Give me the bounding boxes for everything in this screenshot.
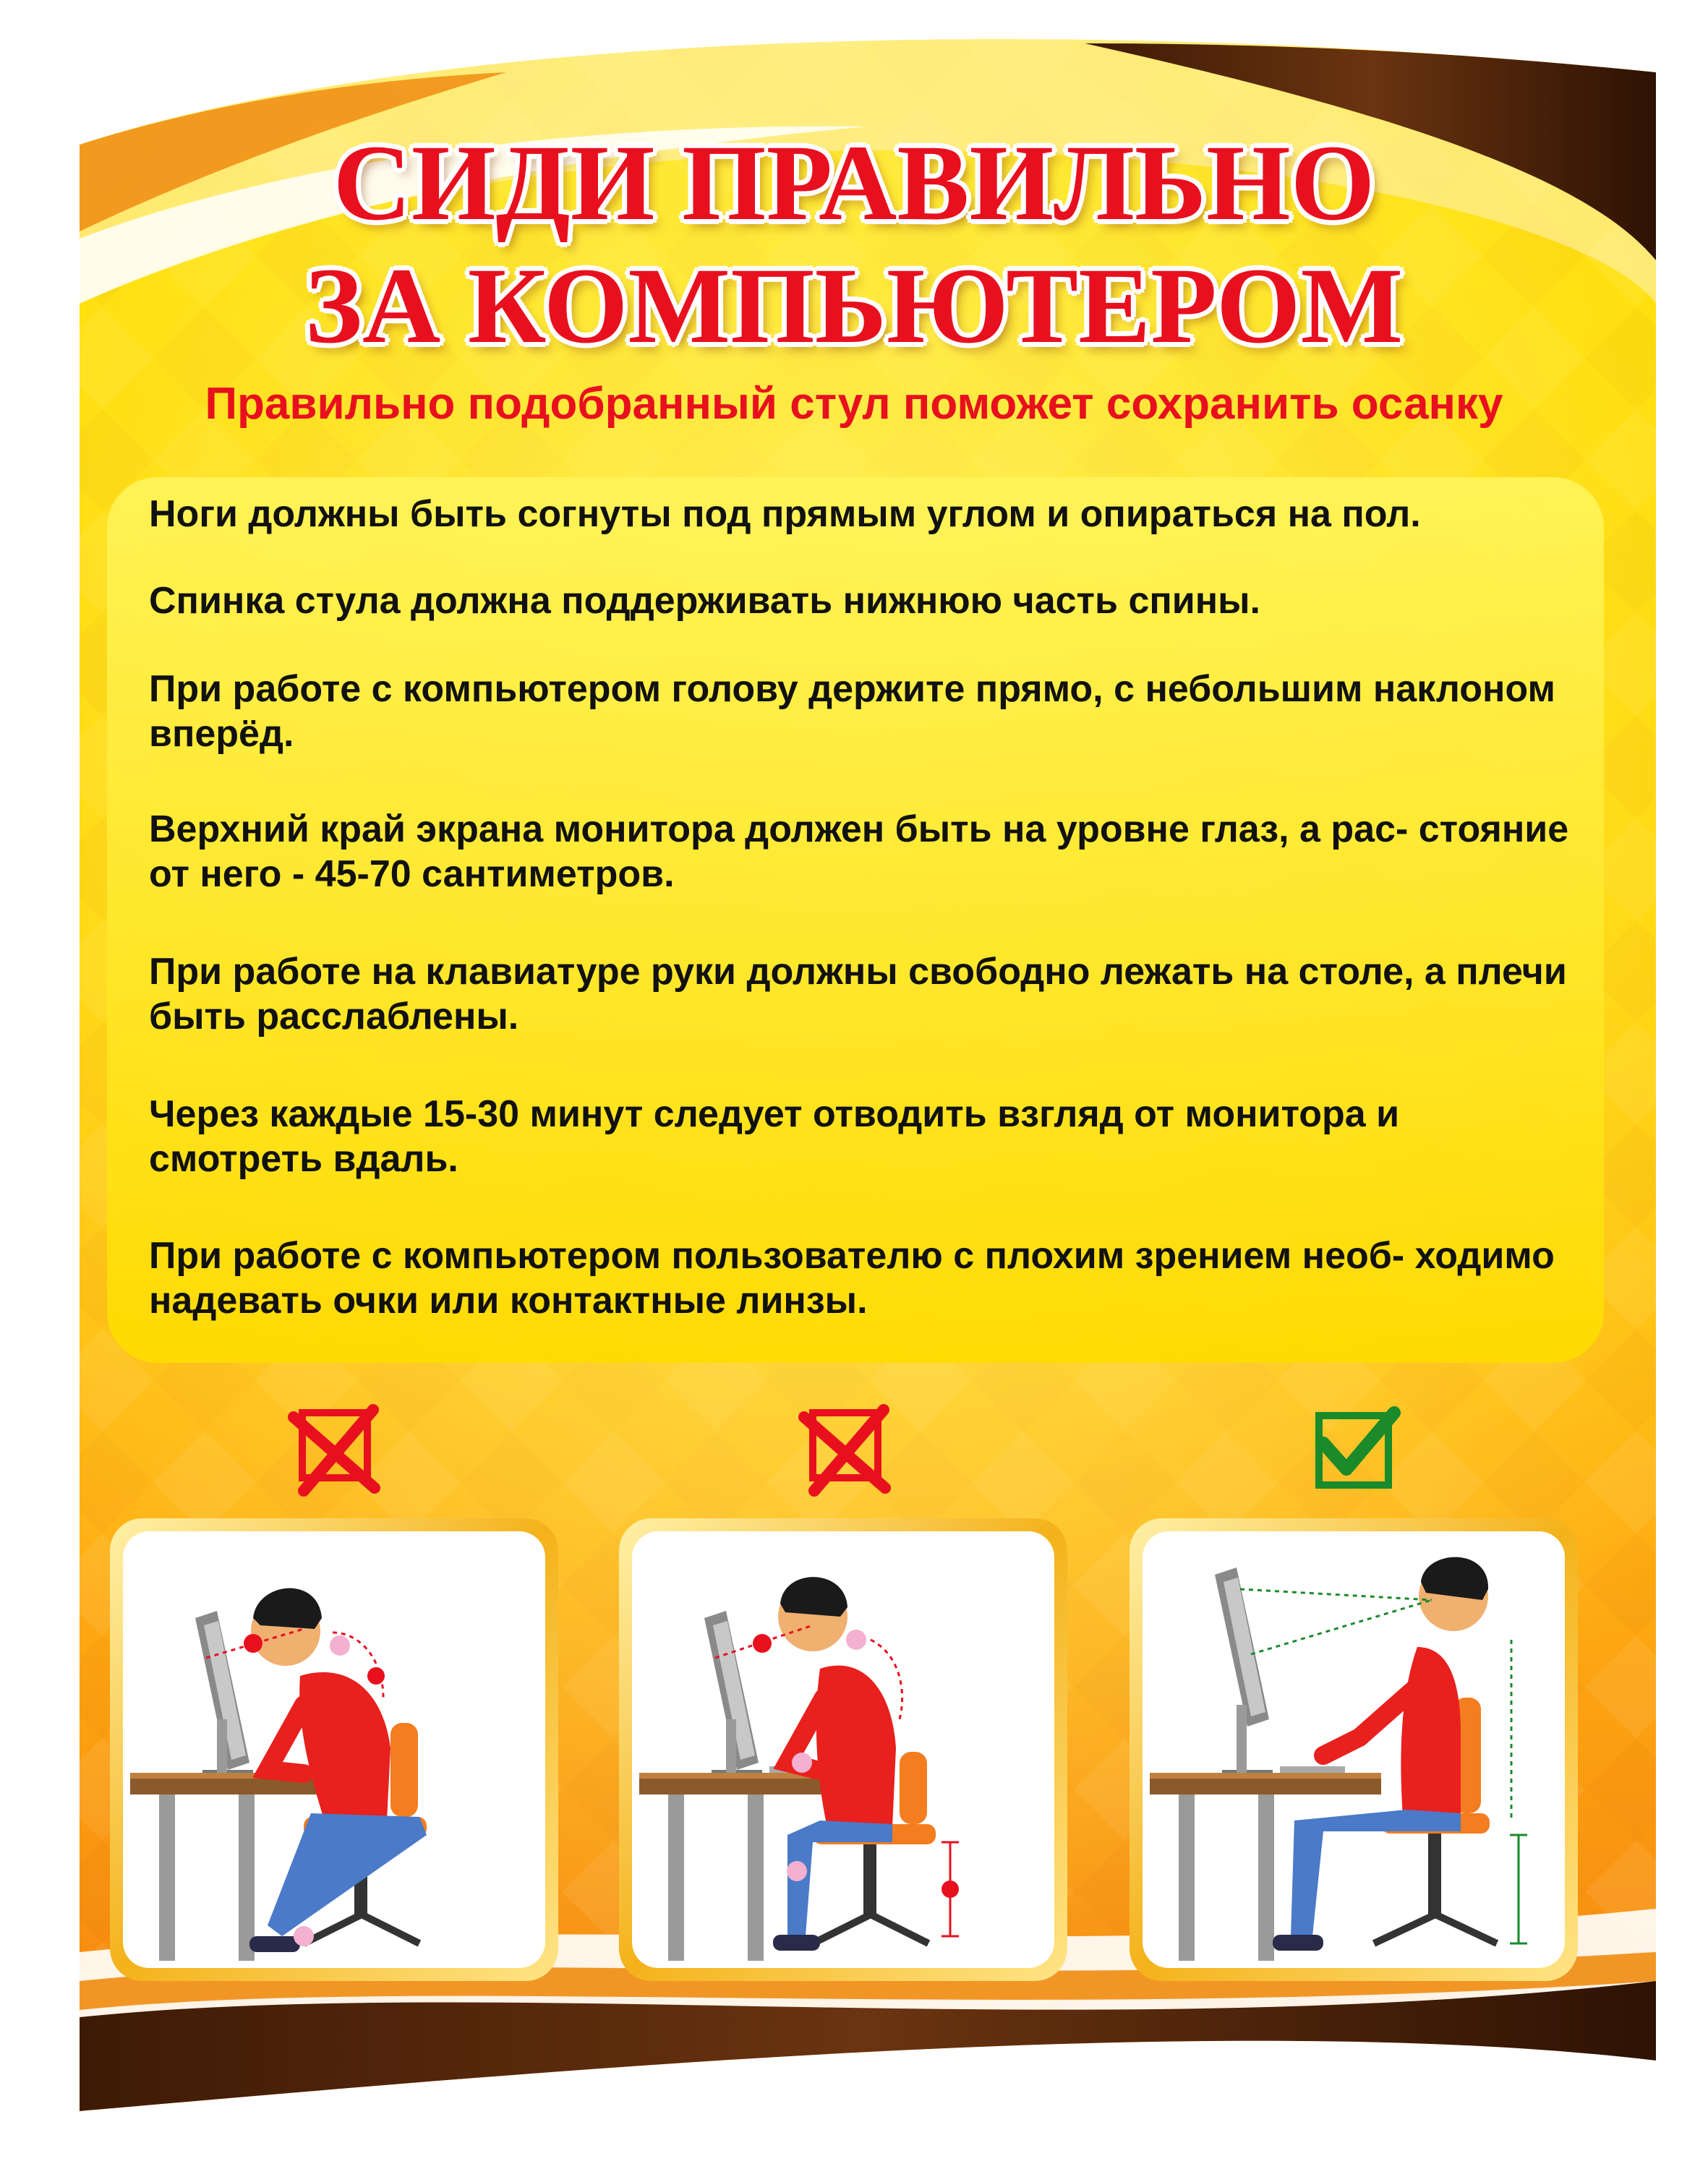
- rule-1: Ноги должны быть согнуты под прямым углом и опираться на пол.: [149, 493, 1421, 535]
- rule-3: При работе с компьютером голову держите прямо, с небольшим наклоном вперёд.: [149, 668, 1555, 755]
- rule-7: При работе с компьютером пользователю с плохим зрением необ- ходимо надевать очки или контактные линзы.: [149, 1235, 1555, 1322]
- rule-4: Верхний край экрана монитора должен быть на уровне глаз, а рас- стояние от него - 45-70 сантиметров.: [149, 808, 1569, 895]
- wrong-mark-icon: [288, 1403, 382, 1497]
- slouching-posture-illustration: [123, 1531, 545, 1968]
- correct-mark-icon: [1309, 1403, 1403, 1497]
- title-line-1: СИДИ ПРАВИЛЬНО: [333, 123, 1375, 243]
- subtitle: Правильно подобранный стул поможет сохранить осанку: [205, 379, 1503, 429]
- wrong-mark-icon: [798, 1403, 892, 1497]
- title-line-2: ЗА КОМПЬЮТЕРОМ: [304, 246, 1404, 366]
- rule-2: Спинка стула должна поддерживать нижнюю часть спины.: [149, 580, 1260, 622]
- rule-6: Через каждые 15-30 минут следует отводить взгляд от монитора и смотреть вдаль.: [149, 1093, 1400, 1180]
- hunched-posture-illustration: [632, 1531, 1054, 1968]
- correct-posture-illustration: [1143, 1531, 1565, 1968]
- rule-5: При работе на клавиатуре руки должны свободно лежать на столе, а плечи быть расслаблены.: [149, 951, 1567, 1038]
